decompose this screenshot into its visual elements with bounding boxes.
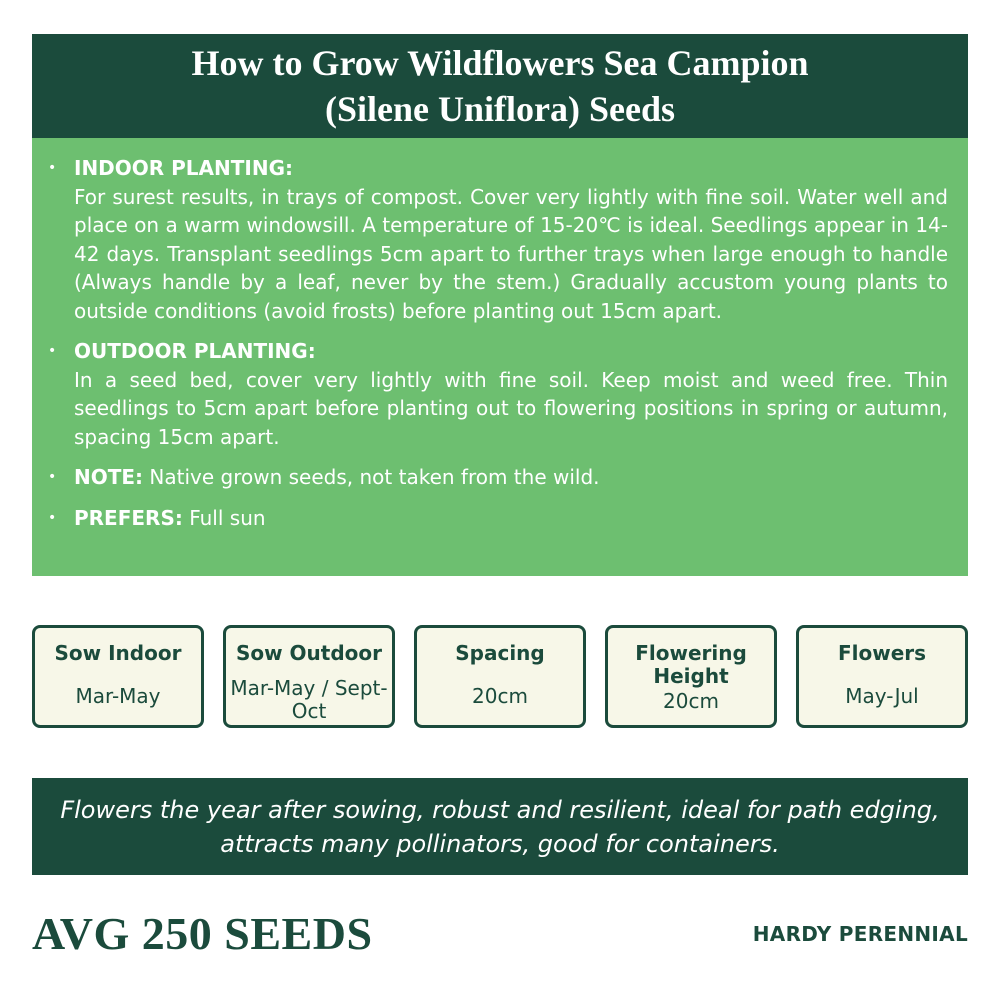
note-label: NOTE: <box>74 465 144 489</box>
sow-indoor-box <box>32 625 204 728</box>
bullet-icon: • <box>48 343 57 359</box>
info-box-label: Flowering Height <box>635 641 747 688</box>
sow-outdoor-box <box>223 625 395 728</box>
indoor-planting-text: For surest results, in trays of compost. Cover very lightly with fine soil. Water well and place on a warm windowsill. A temperature of 15-20℃ is ideal. Seedlings appear in 14-42 days. Transplant seedlings 5cm apart to further trays when large enough to handle (Always handle by a leaf, never by the stem.) Gradually accustom young plants to outside conditions (avoid frosts) before planting out 15cm apart. <box>74 184 948 323</box>
prefers-label: PREFERS: <box>74 505 183 530</box>
outdoor-planting-label: OUTDOOR PLANTING: <box>74 339 316 363</box>
indoor-planting-item <box>46 154 948 325</box>
info-box-value: May-Jul <box>845 684 919 708</box>
title-banner <box>32 34 968 138</box>
info-box-label: Sow Outdoor <box>235 641 383 665</box>
page-title: How to Grow Wildflowers Sea Campion (Silene Uniflora) Seeds <box>191 43 809 129</box>
info-box-value: Mar-May / Sept-Oct <box>230 676 388 723</box>
info-box-value: 20cm <box>472 684 528 708</box>
outdoor-planting-text: In a seed bed, cover very lightly with fine soil. Keep moist and weed free. Thin seedlings to 5cm apart before planting out to flowering positions in spring or autumn, spacing 15cm apart. <box>74 367 948 449</box>
outdoor-planting-item <box>46 337 948 451</box>
bullet-icon: • <box>48 160 57 176</box>
info-box-label: Sow Indoor <box>54 641 182 665</box>
info-box-value: Mar-May <box>75 684 161 708</box>
seed-count: AVG 250 SEEDS <box>32 908 373 959</box>
note-item <box>46 463 948 492</box>
plant-type: HARDY PERENNIAL <box>752 922 968 946</box>
tagline: Flowers the year after sowing, robust and resilient, ideal for path edging, attracts many pollinators, good for containers. <box>60 795 940 858</box>
spacing-box <box>414 625 586 728</box>
note-text: Native grown seeds, not taken from the wild. <box>149 465 600 489</box>
bullet-icon: • <box>48 469 57 485</box>
bullet-icon: • <box>48 509 57 526</box>
info-box-value: 20cm <box>663 689 719 713</box>
growing-info-row <box>32 625 968 728</box>
tagline-banner <box>32 778 968 875</box>
prefers-text: Full sun <box>189 505 266 530</box>
flowering-height-box <box>605 625 777 728</box>
info-box-label: Spacing <box>455 641 545 665</box>
info-box-label: Flowers <box>837 641 927 665</box>
instructions-panel <box>32 138 968 576</box>
prefers-item <box>46 504 948 533</box>
indoor-planting-label: INDOOR PLANTING: <box>74 156 294 180</box>
flowers-box <box>796 625 968 728</box>
